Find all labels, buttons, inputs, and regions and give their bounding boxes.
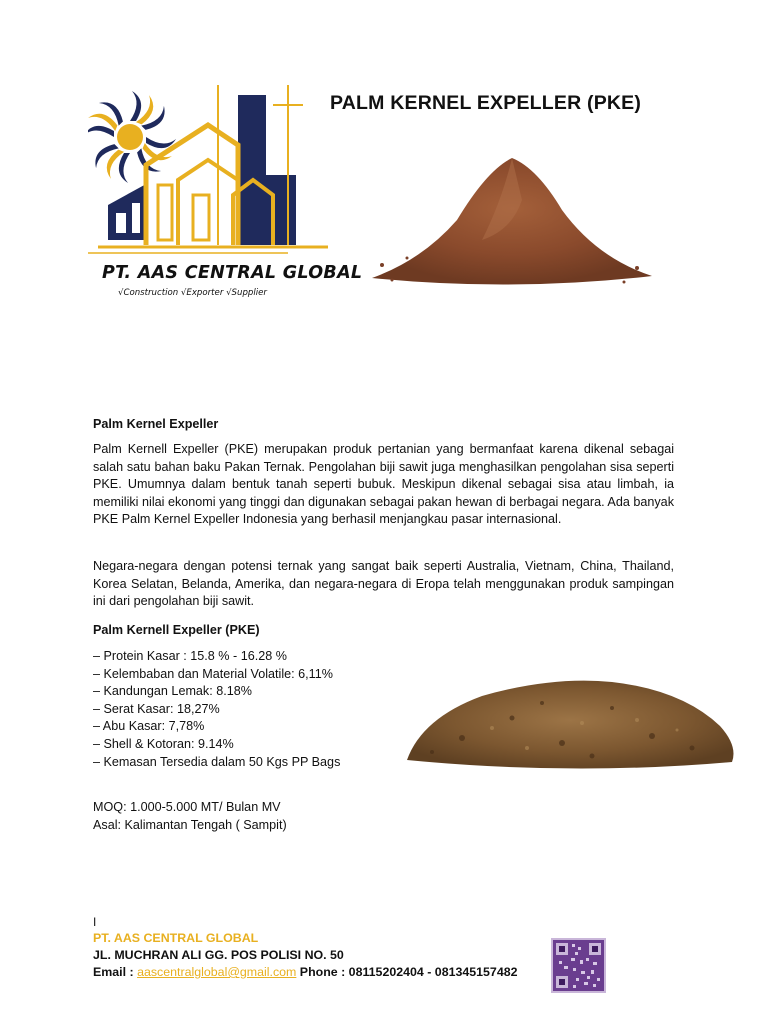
text-cursor: I bbox=[93, 915, 97, 929]
sun-icon bbox=[88, 91, 176, 183]
phone-text: Phone : 08115202404 - 081345157482 bbox=[296, 965, 518, 979]
qr-code-icon[interactable] bbox=[551, 938, 606, 993]
specs-heading: Palm Kernell Expeller (PKE) bbox=[93, 623, 260, 637]
spec-item: – Kemasan Tersedia dalam 50 Kgs PP Bags bbox=[93, 754, 341, 769]
email-label: Email : bbox=[93, 965, 138, 979]
building-icon bbox=[88, 85, 328, 253]
origin-text: Asal: Kalimantan Tengah ( Sampit) bbox=[93, 818, 287, 832]
countries-paragraph: Negara-negara dengan potensi ternak yang sangat baik seperti Australia, Vietnam, China, Thailand, Korea Selatan, Belanda, Amerika, dan negara-negara di Eropa telah menggunakan produk sampingan ini dari pengolahan biji sawit. bbox=[93, 559, 674, 609]
logo-company-name: PT. AAS CENTRAL GLOBAL bbox=[102, 263, 363, 283]
spec-item: – Protein Kasar : 15.8 % - 16.28 % bbox=[93, 649, 287, 663]
section-heading-pke: Palm Kernel Expeller bbox=[93, 417, 219, 431]
pke-meal-pile-image bbox=[402, 648, 742, 778]
spec-item: – Serat Kasar: 18,27% bbox=[93, 701, 220, 716]
footer-address: JL. MUCHRAN ALI GG. POS POLISI NO. 50 bbox=[93, 948, 344, 962]
email-link[interactable]: aascentralglobal@gmail.com bbox=[137, 965, 297, 979]
footer-company-name: PT. AAS CENTRAL GLOBAL bbox=[93, 931, 259, 945]
footer-contact bbox=[93, 965, 518, 979]
spec-item: – Abu Kasar: 7,78% bbox=[93, 719, 205, 734]
company-logo bbox=[88, 85, 363, 305]
pke-powder-pile-image bbox=[362, 140, 658, 290]
logo-graphic bbox=[88, 85, 340, 263]
document-title: PALM KERNEL EXPELLER (PKE) bbox=[330, 92, 642, 114]
spec-item: – Kandungan Lemak: 8.18% bbox=[93, 684, 252, 699]
specs-list bbox=[93, 648, 340, 771]
logo-tagline: √Construction √Exporter √Supplier bbox=[118, 288, 267, 298]
spec-item: – Shell & Kotoran: 9.14% bbox=[93, 736, 234, 751]
spec-item: – Kelembaban dan Material Volatile: 6,11% bbox=[93, 666, 333, 681]
intro-paragraph: Palm Kernell Expeller (PKE) merupakan produk pertanian yang bermanfaat karena dikenal sebagai salah satu bahan baku Pakan Ternak. Pengolahan biji sawit juga menghasilkan pengolahan sisa seperti PKE. Umumnya dalam bentuk tanah seperti bubuk. Meskipun dikenal sebagai sisa atau limbah, ia memiliki nilai ekonomi yang tinggi dan digunakan sebagai pakan hewan di berbagai negara. Ada banyak PKE Palm Kernel Expeller Indonesia yang berhasil menjangkau pasar internasional. bbox=[93, 442, 674, 527]
moq-text: MOQ: 1.000-5.000 MT/ Bulan MV bbox=[93, 800, 281, 814]
